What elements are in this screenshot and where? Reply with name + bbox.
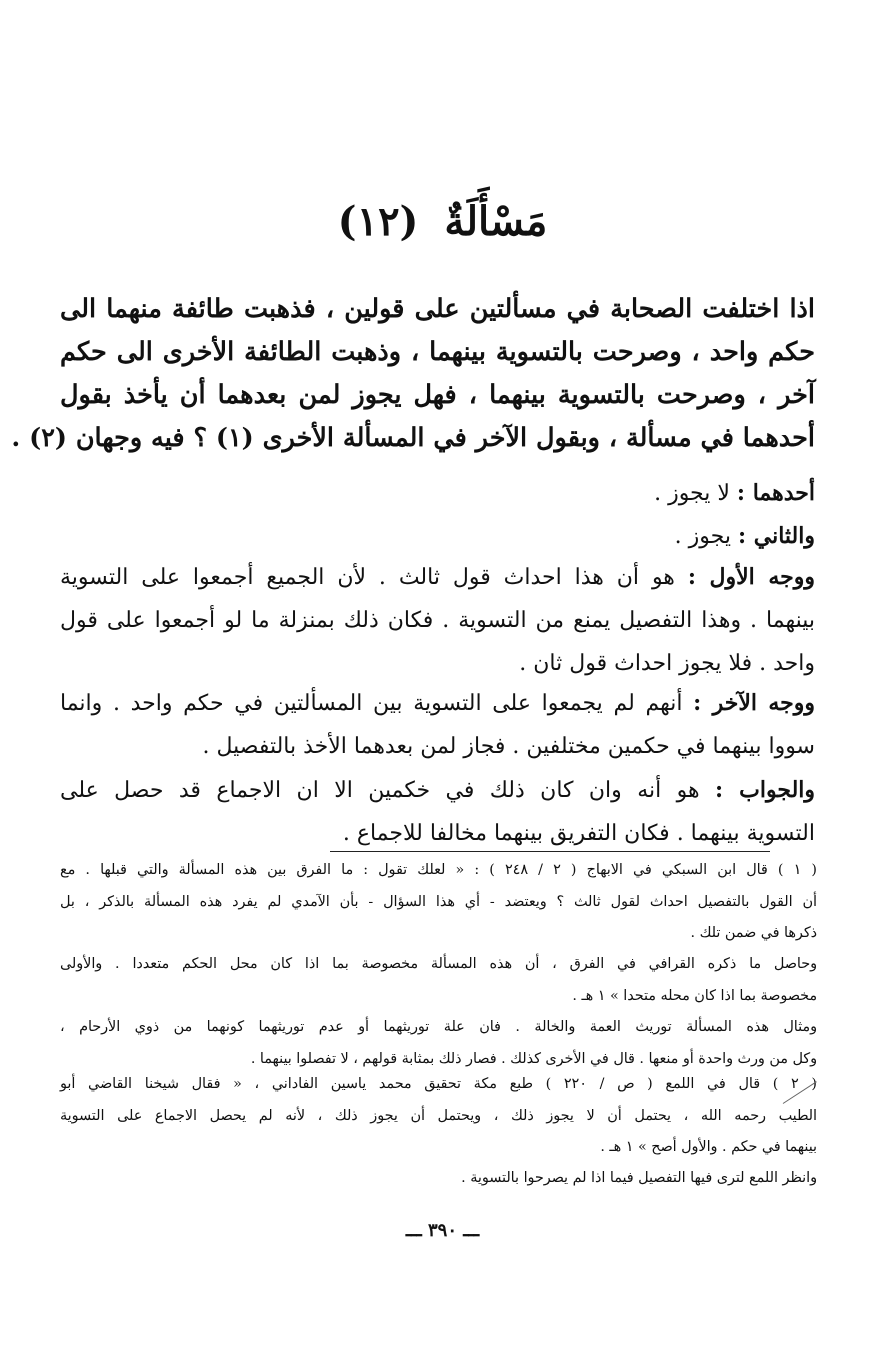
option-one	[60, 472, 815, 515]
option-two-text: يجوز .	[674, 524, 731, 549]
page-number: ـــ ٣٩٠ ـــ	[405, 1220, 480, 1241]
footnote-line: وكل من ورث واحدة أو منعها . قال في الأخرى كذلك . فصار ذلك بمثابة قولهم ، لا تفصلوا بينهما .	[250, 1050, 817, 1067]
first-reason-line: بينهما . وهذا التفصيل يمنع من التسوية . فكان ذلك بمنزلة ما لو أجمعوا على قول	[60, 608, 815, 633]
option-two	[60, 515, 815, 558]
footnote-line: ( ١ ) قال ابن السبكي في الابهاج ( ٢ / ٢٤٨ ) : « لعلك تقول : ما الفرق بين هذه المسألة والتي قبلها . مع	[60, 862, 818, 878]
heading-number: (١٢)	[337, 198, 419, 245]
answer	[60, 769, 815, 855]
option-two-label: والثاني :	[737, 523, 815, 549]
second-reason-line: سووا بينهما في حكمين مختلفين . فجاز لمن بعدهما الأخذ بالتفصيل .	[202, 734, 815, 759]
question-line: اذا اختلفت الصحابة في مسألتين على قولين ، فذهبت طائفة منهما الى	[60, 294, 815, 324]
issue-question	[11, 288, 815, 460]
question-line: حكم واحد ، وصرحت بالتسوية بينهما ، وذهبت الطائفة الأخرى الى حكم	[60, 337, 815, 367]
second-reason	[60, 682, 815, 768]
footnote-1-cont	[60, 949, 817, 1012]
footnote-line: ومثال هذه المسألة توريث العمة والخالة . فان علة توريثهما أو عدم توريثهما كونهما من ذوي الأرحام ،	[60, 1019, 817, 1035]
answer-label: والجواب :	[715, 777, 816, 803]
option-one-text: لا يجوز .	[654, 481, 730, 506]
footnote-line: بينهما في حكم . والأول أصح » ١ هـ .	[600, 1139, 817, 1155]
second-reason-label: ووجه الآخر :	[693, 690, 815, 716]
option-one-label: أحدهما :	[736, 480, 815, 506]
first-reason	[60, 556, 815, 685]
footnote-line: وحاصل ما ذكره القرافي في الفرق ، أن هذه المسألة مخصوصة بما اذا كان محل الحكم متعددا . والأولى	[60, 956, 817, 972]
answer-line: التسوية بينهما . فكان التفريق بينهما مخالفا للاجماع .	[342, 821, 815, 846]
footnote-line: ذكرها في ضمن تلك .	[690, 925, 817, 941]
footnote-line: وانظر اللمع لترى فيها التفصيل فيما اذا لم يصرحوا بالتسوية .	[461, 1170, 817, 1186]
footnote-line: أن القول بالتفصيل احداث لقول ثالث ؟ ويعتضد - أي هذا السؤال - بأن الآمدي لم يفرد هذه المسألة بالذكر ، بل	[60, 893, 817, 910]
footnote-line: ( ٢ ) قال في اللمع ( ص / ٢٢٠ ) طبع مكة تحقيق محمد ياسين الفاداني ، « فقال شيخنا القاضي أبو	[60, 1076, 817, 1092]
first-reason-label: ووجه الأول :	[687, 564, 815, 590]
footnote-2-cont	[60, 1163, 817, 1195]
heading-word: مَسْأَلَةٌ	[444, 198, 548, 245]
issue-heading	[0, 198, 885, 245]
footnote-line: الطيب رحمه الله ، يحتمل أن لا يجوز ذلك ، ويحتمل أن يجوز ذلك ، لأنه لم يحصل الاجماع على التسوية	[60, 1107, 817, 1124]
footnote-2	[60, 1069, 817, 1164]
second-reason-line: أنهم لم يجمعوا على التسوية بين المسألتين في حكم واحد . وانما	[60, 691, 683, 716]
footnote-1	[60, 855, 817, 950]
first-reason-line: هو أن هذا احداث قول ثالث . لأن الجميع أجمعوا على التسوية	[60, 565, 675, 590]
footnote-line: مخصوصة بما اذا كان محله متحدا » ١ هـ .	[572, 987, 817, 1004]
footnote-separator	[330, 851, 770, 852]
question-line: أحدهما في مسألة ، وبقول الآخر في المسألة الأخرى (١) ؟ فيه وجهان (٢) .	[11, 423, 815, 453]
footnote-1-example	[60, 1012, 817, 1075]
answer-line: هو أنه وان كان ذلك في خكمين الا ان الاجماع قد حصل على	[60, 778, 700, 803]
first-reason-line: واحد . فلا يجوز احداث قول ثان .	[519, 651, 815, 676]
question-line: آخر ، وصرحت بالتسوية بينهما ، فهل يجوز لمن بعدهما أن يأخذ بقول	[60, 380, 815, 410]
